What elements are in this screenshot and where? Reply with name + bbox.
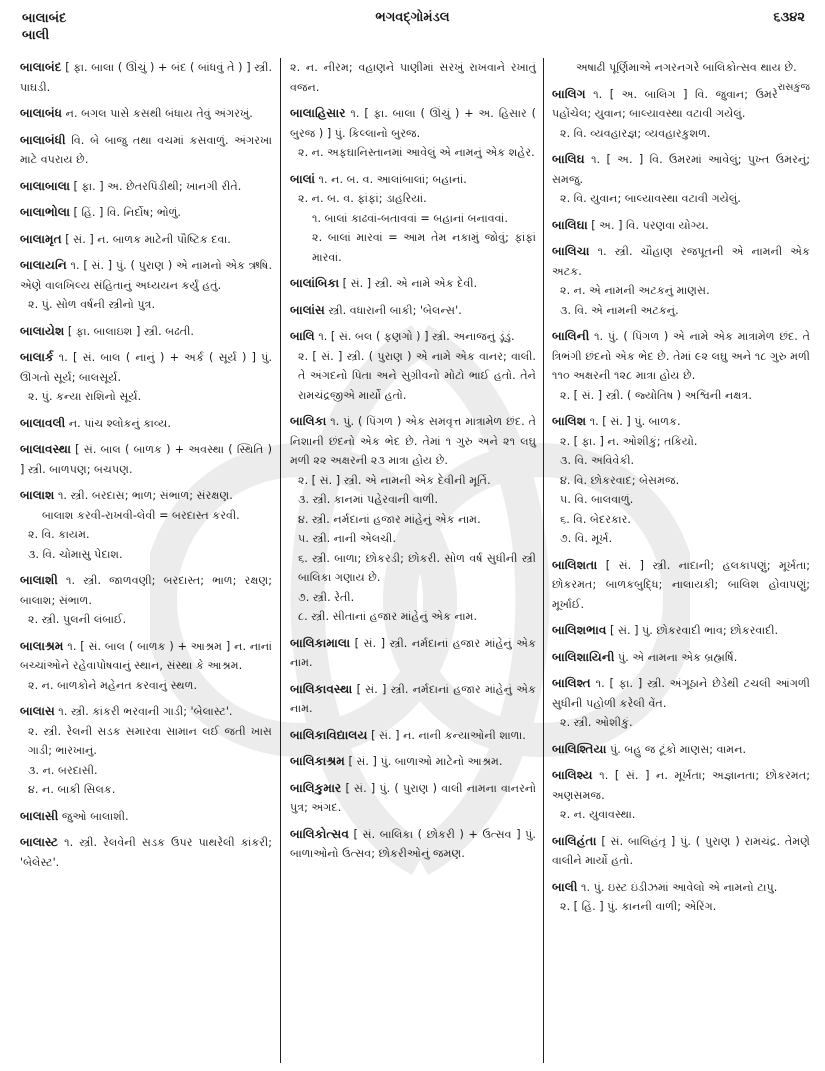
dictionary-entry	[552, 216, 810, 236]
sub-sense: ૫. વિ. બાલવાળું.	[560, 493, 634, 506]
idiom: બાલાશ કરવી-રાખવી-લેવી = બરદાસ્ત કરવી.	[42, 508, 240, 522]
headword: બાલાંસ	[290, 302, 325, 317]
dictionary-entry	[290, 680, 536, 719]
sub-sense: ૨. સ્ત્રી. ઓશીકું.	[560, 716, 633, 729]
dictionary-entry	[290, 752, 536, 772]
column-divider	[543, 58, 544, 1063]
definition: [ સં. બાલિહંતૃ ] પું. ( પુરાણ ) રામચંદ્ર. તેમણે વાલીને માર્યો હતો.	[552, 834, 810, 867]
definition: [ સં. બાલિકા ( છોકરી ) + ઉત્સવ ] પું. બાળાઓનો ઉત્સવ; છોકરીઓનું જમણ.	[290, 827, 536, 860]
definition: ૧. [ સં. ] ન. મૂર્ખતા; અજ્ઞાનતા; છોકરમત; અણસમજ.	[552, 769, 811, 802]
dictionary-entry	[20, 230, 272, 250]
quote-source: રાસકુંજ	[777, 81, 810, 93]
dictionary-entry	[552, 327, 810, 405]
headword: બાલિગ	[552, 86, 586, 101]
definition: [ હિં. ] વિ. નિર્દોષ; ભોળું.	[73, 206, 181, 219]
dictionary-entry	[290, 779, 536, 818]
definition: [ સં. ] પું. છોકરવાદી ભાવ; છોકરવાદી.	[610, 624, 779, 637]
headword: બાલિકોત્સવ	[290, 826, 349, 841]
definition: [ સં. ] સ્ત્રી. નર્મદાનાં હજાર માંહેનું એક નામ.	[290, 682, 536, 715]
idiom: ૧. બાલાં કાઢવાં-બતાવવાં = બહાનાં બનાવવાં.	[312, 211, 508, 225]
definition: ૧. [ સં. ] પું. બાળક.	[589, 415, 681, 428]
definition: ૧. સ્ત્રી. કાંકરી ભરવાની ગાડી; 'બેલાસ્ટ'.	[58, 705, 233, 718]
citation-quote	[552, 58, 810, 93]
dictionary-entry	[552, 648, 810, 668]
guide-word-first: બાલાબંદ	[22, 11, 67, 26]
sub-sense: ૩. ન. બરદાસી.	[28, 763, 98, 777]
dictionary-entry	[20, 440, 272, 479]
headword: બાલાર્ક	[20, 350, 54, 364]
sub-sense: ૨. સ્ત્રી. પુલની લંબાઈ.	[28, 613, 127, 626]
dictionary-entry	[552, 412, 810, 549]
definition: ન. પાંચ શ્લોકનું કાવ્ય.	[68, 416, 171, 430]
headword: બાલિશાયિની	[552, 649, 615, 664]
dictionary-entry	[290, 104, 536, 163]
sub-sense: ૩. વિ. એ નામની અટકનું.	[560, 303, 679, 317]
sub-sense: ૨. ન. એ નામની અટકનું માણસ.	[560, 284, 710, 297]
headword: બાલાબંધી	[20, 132, 66, 147]
definition: ૧. સ્ત્રી. જાળવણી; બરદાસ્ત; ભાળ; રક્ષણ; બાલાશ; સંભાળ.	[20, 574, 272, 607]
definition: [ સં. ] ન. નાની કન્યાઓની શાળા.	[371, 728, 526, 742]
dictionary-entry	[20, 203, 272, 223]
quote-text: અષાઢી પૂર્ણિમાએ નગરનગરે બાલિકોત્સવ થાય છે.	[576, 61, 797, 74]
headword: બાલાશ્રમ	[20, 638, 64, 653]
definition: ૧. પું. ( પિંગળ ) એક સમવૃત્ત માત્રામેળ છંદ. તે નિશાની છંદનો એક ભેદ છે. તેમાં ૧ ગુરુ અને ૨૧ લઘુ મળી ૨૨ અક્ષરની ૨૩ માત્રા હોય છે.	[290, 415, 536, 467]
definition: વિ. બે બાજુ તથા વચમાં કસવાળું. અંગરખા માટે વપરાય છે.	[20, 133, 272, 166]
dictionary-entry	[290, 274, 536, 294]
sub-sense: ૮. સ્ત્રી. સીતાનાં હજાર માંહેનું એક નામ.	[298, 610, 478, 623]
sub-sense: ૨. પું. કન્યા રાશિનો સૂર્ય.	[28, 390, 142, 403]
dictionary-entry	[290, 327, 536, 405]
headword: બાલાંબિકા	[290, 276, 340, 290]
headword: બાલિશભાવ	[552, 623, 607, 637]
dictionary-entry	[290, 412, 536, 627]
headword: બાલિકાશ્રમ	[290, 754, 345, 768]
sub-sense: ૭. સ્ત્રી. રેતી.	[298, 590, 355, 604]
dictionary-entry	[290, 825, 536, 864]
definition: સ્ત્રી. વધારાની બાકી; 'બેલન્સ'.	[328, 303, 462, 317]
definition: ૧. [ સં. બાલ ( નાનું ) + અર્ક ( સૂર્ય ) ] પું. ઊગતો સૂર્ય; બાલસૂર્ય.	[20, 351, 272, 384]
sub-sense: ૭. વિ. મૂર્ખ.	[560, 532, 613, 545]
dictionary-entry	[290, 726, 536, 746]
definition: ૧. [ ફા. બાલા ( ઊંચું ) + અ. હિસાર ( બુરજ ) ] પું. કિલ્લાનો બુરજ.	[290, 107, 536, 140]
headword: બાલિશ્ત	[552, 676, 591, 690]
definition: પું. એ નામના એક બ્રહ્મર્ષિ.	[618, 650, 738, 664]
sub-sense: ૨. ન. અફઘાનિસ્તાનમાં આવેલું એ નામનું એક શહેર.	[298, 146, 535, 159]
dictionary-entry	[20, 58, 272, 97]
column-1	[20, 58, 272, 1063]
headword: બાલાયનિ	[20, 258, 67, 272]
headword: બાલિશ	[552, 414, 587, 428]
dictionary-entry	[552, 878, 810, 917]
dictionary-entry	[20, 571, 272, 630]
guide-word-last: બાલી	[22, 28, 50, 43]
column-3	[552, 58, 810, 1063]
dictionary-entry	[20, 486, 272, 564]
headword: બાલિની	[552, 329, 590, 343]
headword: બાલિકાવસ્થા	[290, 681, 353, 696]
sub-sense: ૨. વિ. વ્યવહારજ્ઞ; વ્યવહારકુશળ.	[560, 126, 711, 140]
dictionary-entry	[552, 150, 810, 209]
dictionary-entry	[552, 832, 810, 871]
dictionary-entry	[552, 740, 810, 760]
definition: ૧. સ્ત્રી. બરદાસ; ભાળ; સંભાળ; સંરક્ષણ.	[57, 489, 233, 502]
dictionary-entry	[20, 104, 272, 124]
definition: [ ફા. ] અ. છેતરપિંડીથી; ખાનગી રીતે.	[73, 179, 242, 193]
headword: બાલિશતા	[552, 557, 598, 572]
sub-sense: ૨. સ્ત્રી. રેલની સડક સમારવા સામાન લઈ જતી ખાસ ગાડી; ભારખાનું.	[28, 724, 272, 757]
headword: બાલિશ્તિયા	[552, 741, 607, 756]
sub-sense: ૨. [ હિં. ] પું. કાનની વાળી; એરિંગ.	[560, 900, 717, 913]
definition: [ સં. ] ન. બાળક માટેની પૌષ્ટિક દવા.	[65, 232, 231, 246]
definition: [ ફા. બાલા ( ઊંચું ) + બંદ ( બાંધવું તે ) ] સ્ત્રી. પાઘડી.	[20, 61, 272, 94]
headword: બાલાસ્ટ	[20, 835, 59, 849]
sub-sense: ૨. પું. સોળ વર્ષની સ્ત્રીનો પુત્ર.	[28, 298, 156, 311]
dictionary-entry	[20, 414, 272, 434]
sub-sense: ૨. [ સં. ] સ્ત્રી. ( જ્યોતિષ ) અશ્વિની નક્ષત્ર.	[560, 388, 752, 402]
headword: બાલાહિસાર	[290, 106, 346, 120]
dictionary-entry	[20, 131, 272, 170]
definition: [ સં. ] સ્ત્રી. નાદાની; હલકાપણું; મૂર્ખતા; છોકરમત; બાળકબુદ્ધિ; નાલાયકી; બાલિશ હોવાપણું; મૂર્ખાઈ.	[552, 558, 810, 611]
dictionary-entry	[290, 58, 536, 97]
definition: ૧. [ સં. ] પું. ( પુરાણ ) એ નામનો એક ઋષિ. એણે વાલખિલ્ય સંહિતાનું અધ્યયન કર્યું હતું.	[20, 259, 272, 292]
dictionary-entry	[20, 177, 272, 197]
headword: બાલાશી	[20, 573, 58, 587]
headword: બાલિકુમાર	[290, 780, 342, 795]
column-2	[290, 58, 536, 1063]
sub-sense: ૪. વિ. છોકરવાદ; બેસમજ.	[560, 473, 680, 487]
dictionary-entry	[20, 702, 272, 800]
definition: [ સં. ] સ્ત્રી. નર્મદાનાં હજાર માંહેનું એક નામ.	[290, 636, 536, 669]
definition: ૧. પું. ( પિંગળ ) એ નામે એક માત્રામેળ છંદ. તે ત્રિભંગી છંદનો એક ભેદ છે. તેમાં ૯૨ લઘુ અને ૧૮ ગુરુ મળી ૧૧૦ અક્ષરની ૧૨૮ માત્રા હોય છે.	[552, 330, 810, 382]
definition: ૧. [ અ. બાલિગ ] વિ. જુવાન; ઉમરે પહોંચેલ; યુવાન; બાલ્યાવસ્થા વટાવી ગયેલું.	[552, 87, 778, 120]
headword: બાલાયેશ	[20, 323, 65, 338]
headword: બાલિહંતા	[552, 833, 597, 848]
definition: [ સં. ] પું. ( પુરાણ ) વાલી નામના વાનરનો પુત્ર; અંગદ.	[290, 781, 536, 814]
sub-sense: ૬. સ્ત્રી. બાળા; છોકરડી; છોકરી. સોળ વર્ષ સુધીની સ્ત્રી બાલિકા ગણાય છે.	[298, 551, 536, 584]
sub-sense: ૩. સ્ત્રી. કાનમાં પહેરવાની વાળી.	[298, 493, 439, 506]
headword: બાલાબંદ	[20, 60, 62, 74]
headword: બાલિકાવિદ્યાલય	[290, 727, 368, 742]
headword: બાલાસી	[20, 808, 59, 823]
dictionary-entry	[20, 637, 272, 696]
definition: ૨. ન. નીરમ; વહાણને પાણીમાં સરખું રાખવાને રખાતું વજન.	[290, 61, 536, 94]
definition: [ ફા. બાલાઇશ ] સ્ત્રી. બઢતી.	[67, 324, 194, 338]
dictionary-entry	[290, 170, 536, 268]
sub-sense: ૪. સ્ત્રી. નર્મદાનાં હજાર માંહેનું એક નામ.	[298, 512, 481, 526]
definition: ૧. [ અ. ] વિ. ઉમરમાં આવેલું; પુખ્ત ઉમરનું; સમજુ.	[552, 153, 810, 186]
sub-sense: ૨. ન. બ. વ. ફાંફાં; ડાહરિયાં.	[298, 192, 427, 205]
definition: [ સં. બાલ ( બાળક ) + અવસ્થા ( સ્થિતિ ) ] સ્ત્રી. બાળપણ; બચપણ.	[20, 443, 272, 476]
headword: બાલી	[552, 879, 578, 894]
dictionary-entry	[290, 301, 536, 321]
definition: ૧. સ્ત્રી. રેલવેની સડક ઉપર પાથરેલી કાંકરી; 'બેલેસ્ટ'.	[20, 836, 272, 869]
idiom: ૨. બાલાં મારવાં = આમ તેમ નકામું જોવું; ફાંફાં મારવાં.	[312, 231, 536, 264]
dictionary-entry	[552, 766, 810, 825]
headword: બાલાબાલા	[20, 178, 70, 193]
dictionary-entry	[20, 256, 272, 315]
sub-sense: ૫. સ્ત્રી. નાની એલચી.	[298, 532, 396, 545]
dictionary-entry	[20, 322, 272, 342]
dictionary-entry	[290, 634, 536, 673]
dictionary-entry	[552, 242, 810, 320]
headword: બાલિચા	[552, 244, 590, 258]
definition: [ અ. ] વિ. પરણવા યોગ્ય.	[591, 218, 709, 232]
definition: ૧. [ ફા. ] સ્ત્રી. અંગૂઠાને છેડેથી ટચલી આંગળી સુધીની પહોળી કરેલી વેંત.	[552, 677, 810, 710]
sub-sense: ૨. ન. બાળકોને મહેનત કરવાનું સ્થળ.	[28, 678, 198, 692]
headword: બાલાવલી	[20, 415, 66, 430]
headword: બાલાબંધ	[20, 106, 63, 120]
sub-sense: ૩. વિ. ચોમાસુ પેદાશ.	[28, 547, 123, 561]
sub-sense: ૨. ન. યુવાવસ્થા.	[560, 808, 636, 821]
definition: [ સં. ] સ્ત્રી. એ નામે એક દેવી.	[342, 277, 478, 290]
definition: ન. બગલ પાસે કસથી બંધાય તેવું અંગરખું.	[65, 107, 253, 120]
definition: જુઓ બાલાશી.	[61, 809, 129, 823]
sub-sense: ૨. [ સં. ] સ્ત્રી. ( પુરાણ ) એ નામે એક વાનર; વાલી. તે અંગદનો પિતા અને સુગ્રીવનો મોટો ભાઈ હતો. તેને રામચંદ્રજીએ માર્યો હતો.	[298, 349, 536, 402]
definition: ૧. [ સં. બલ ( ફણગો ) ] સ્ત્રી. અનાજનું ડૂંડું.	[318, 330, 515, 343]
definition: [ સં. ] પું. બાળાઓ માટેનો આશ્રમ.	[348, 755, 503, 768]
headword: બાલિઘ	[552, 152, 585, 166]
headword: બાલિશ્ય	[552, 768, 593, 782]
headword: બાલાશ	[20, 488, 55, 502]
definition: ૧. ન. બ. વ. આલાંબાલાં; બહાનાં.	[318, 172, 467, 186]
definition: ૧. સ્ત્રી. ચૌહાણ રજપૂતની એ નામની એક અટક.	[552, 245, 810, 278]
sub-sense: ૨. વિ. યુવાન; બાલ્યાવસ્થા વટાવી ગયેલું.	[560, 192, 741, 205]
headword: બાલાભોલા	[20, 205, 70, 219]
headword: બાલાસ	[20, 704, 55, 718]
headword: બાલિઘા	[552, 217, 588, 232]
dictionary-entry	[552, 674, 810, 733]
headword: બાલિકામાલા	[290, 635, 351, 650]
sub-sense: ૨. [ ફા. ] ન. ઓશીકું; તકિયો.	[560, 434, 698, 448]
headword: બાલાવસ્થા	[20, 442, 71, 456]
sub-sense: ૩. વિ. અવિવેકી.	[560, 454, 635, 467]
headword: બાલાં	[290, 171, 315, 186]
headword: બાલિકા	[290, 414, 327, 428]
sub-sense: ૨. વિ. કાયમ.	[28, 528, 90, 541]
dictionary-entry	[20, 833, 272, 872]
definition: ૧. [ સં. બાલ ( બાળક ) + આશ્રમ ] ન. નાનાં બચ્ચાંઓને રહેવાપોષવાનું સ્થાન, સંસ્થા કે આશ્રમ.	[20, 639, 272, 672]
page-title: ભગવદ્ગોમંડલ	[375, 10, 450, 25]
dictionary-entry	[20, 348, 272, 407]
column-divider	[280, 58, 281, 1063]
sub-sense: ૪. ન. બાકી સિલક.	[28, 783, 116, 796]
dictionary-entry	[552, 85, 810, 144]
headword: બાલિ	[290, 329, 315, 343]
sub-sense: ૬. વિ. બેદરકાર.	[560, 512, 631, 526]
sub-sense: ૨. [ સં. ] સ્ત્રી. એ નામની એક દેવીની મૂર્તિ.	[298, 473, 491, 487]
page-number: ૬૩૪૨	[773, 10, 805, 25]
definition: પું. બહુ જ ટૂંકો માણસ; વામન.	[610, 742, 747, 756]
definition: ૧. પું. ઇસ્ટ ઇંડીઝમાં આવેલો એ નામનો ટાપુ.	[581, 880, 778, 894]
dictionary-entry	[552, 621, 810, 641]
dictionary-entry	[552, 556, 810, 615]
headword: બાલામૃત	[20, 231, 62, 246]
dictionary-entry	[20, 807, 272, 827]
